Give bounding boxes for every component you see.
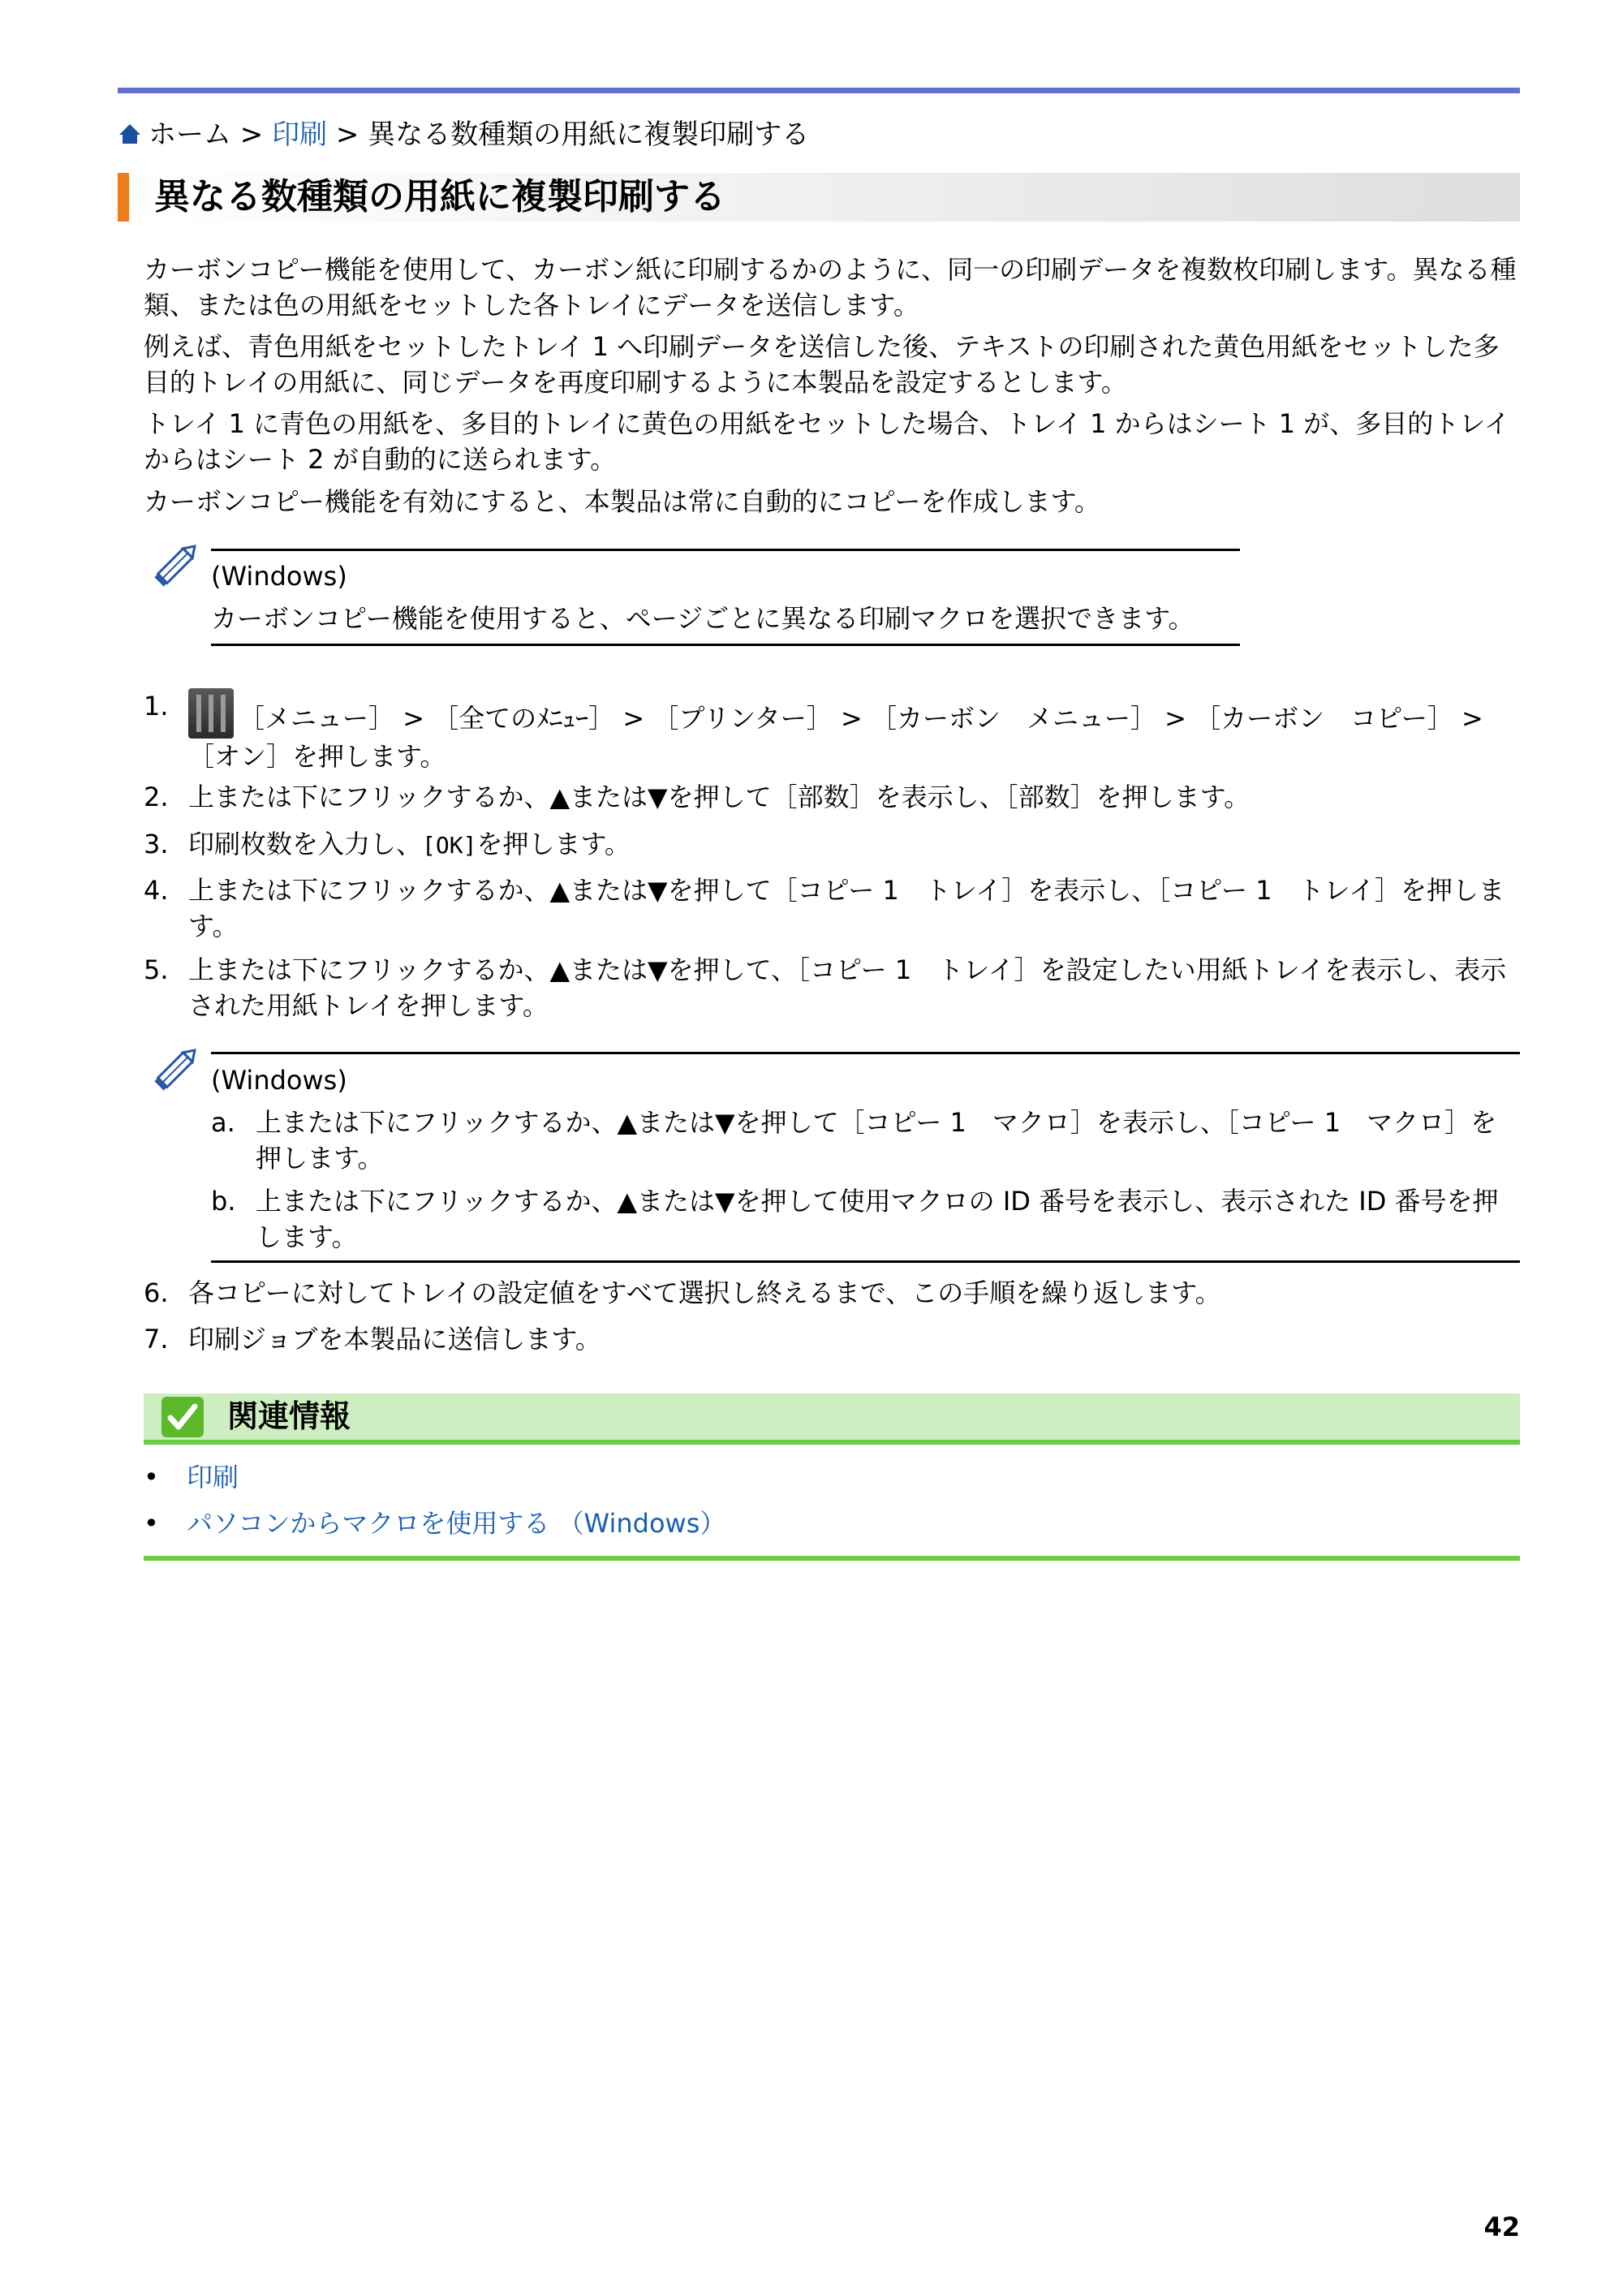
- step-number: 1.: [144, 691, 169, 722]
- menu-separator: >: [614, 703, 653, 734]
- related-info-bar: [144, 1394, 1520, 1445]
- intro-paragraph: 例えば、青色用紙をセットしたトレイ 1 へ印刷データを送信した後、テキストの印刷された黄色用紙をセットした多目的トレイの用紙に、同じデータを再度印刷するように本製品を設定するとします。: [144, 331, 1500, 398]
- breadcrumb-separator: >: [231, 118, 273, 151]
- step-number: 6.: [144, 1277, 169, 1308]
- menu-item[interactable]: ［オン］: [188, 741, 293, 772]
- menu-item[interactable]: ［メニュー］: [239, 703, 395, 734]
- step-text: 印刷枚数を入力し、: [188, 829, 423, 859]
- page-title-bar: [118, 173, 1520, 222]
- step-number: 7.: [144, 1324, 169, 1355]
- breadcrumb-current: 異なる数種類の用紙に複製印刷する: [368, 118, 810, 151]
- note-rule: [211, 644, 1240, 646]
- related-link-macro[interactable]: パソコンからマクロを使用する （Windows）: [187, 1508, 726, 1539]
- menu-separator: >: [1156, 703, 1195, 734]
- step-number: 3.: [144, 829, 169, 859]
- top-rule: [118, 88, 1520, 93]
- menu-settings-icon[interactable]: [188, 688, 234, 739]
- ok-key[interactable]: [OK]: [422, 832, 477, 859]
- breadcrumb: [118, 116, 809, 155]
- substep-text: 上または下にフリックするか、▲または▼を押して使用マクロの ID 番号を表示し、表示された ID 番号を押します。: [256, 1186, 1499, 1252]
- menu-separator: >: [394, 703, 433, 734]
- note-heading: (Windows): [211, 1065, 347, 1096]
- intro-paragraph: カーボンコピー機能を使用して、カーボン紙に印刷するかのように、同一の印刷データを複数枚印刷します。異なる種類、または色の用紙をセットした各トレイにデータを送信します。: [144, 254, 1517, 321]
- step-number: 5.: [144, 954, 169, 985]
- step-number: 4.: [144, 875, 169, 906]
- bullet: •: [144, 1462, 159, 1493]
- related-bottom-rule: [144, 1556, 1520, 1561]
- title-accent: [118, 173, 129, 222]
- step-text: 上または下にフリックするか、▲または▼を押して、［コピー 1 トレイ］を設定したい用紙トレイを表示し、表示された用紙トレイを押します。: [188, 954, 1507, 1021]
- note-rule: [211, 1260, 1520, 1263]
- note-text: カーボンコピー機能を使用すると、ページごとに異なる印刷マクロを選択できます。: [211, 603, 1195, 634]
- note-heading: (Windows): [211, 561, 347, 592]
- step-text: 印刷ジョブを本製品に送信します。: [188, 1324, 601, 1355]
- page-number: 42: [1483, 2212, 1520, 2242]
- substep-letter: a.: [211, 1107, 235, 1138]
- substep-text: 上または下にフリックするか、▲または▼を押して［コピー 1 マクロ］を表示し、［コピー 1 マクロ］を押します。: [256, 1107, 1497, 1174]
- step-number: 2.: [144, 782, 169, 812]
- substep-letter: b.: [211, 1186, 236, 1217]
- checkmark-icon: [161, 1397, 204, 1437]
- step-text: を押します。: [476, 829, 631, 859]
- note-rule: [211, 1052, 1520, 1054]
- menu-separator: >: [1453, 703, 1483, 734]
- menu-separator: >: [832, 703, 871, 734]
- menu-item[interactable]: ［カーボン コピー］: [1195, 703, 1453, 734]
- breadcrumb-home[interactable]: ホーム: [149, 118, 231, 151]
- menu-item[interactable]: ［プリンター］: [652, 703, 833, 734]
- menu-item[interactable]: ［全てのﾒﾆｭｰ］: [433, 703, 615, 734]
- intro-paragraph: カーボンコピー機能を有効にすると、本製品は常に自動的にコピーを作成します。: [144, 486, 1100, 517]
- breadcrumb-separator: >: [327, 118, 368, 151]
- breadcrumb-link-print[interactable]: 印刷: [272, 118, 328, 151]
- bullet: •: [144, 1508, 159, 1539]
- home-icon[interactable]: [118, 118, 142, 155]
- page-title: 異なる数種類の用紙に複製印刷する: [154, 176, 725, 218]
- related-link-print[interactable]: 印刷: [187, 1462, 239, 1493]
- note-rule: [211, 549, 1240, 551]
- step-text: を押します。: [292, 741, 446, 772]
- pencil-note-icon: [150, 1041, 204, 1098]
- step-text: 上または下にフリックするか、▲または▼を押して［部数］を表示し、［部数］を押します。: [188, 782, 1251, 812]
- menu-item[interactable]: ［カーボン メニュー］: [870, 703, 1156, 734]
- pencil-note-icon: [150, 537, 204, 594]
- step-text: 各コピーに対してトレイの設定値をすべて選択し終えるまで、この手順を繰り返します。: [188, 1277, 1221, 1308]
- intro-paragraph: トレイ 1 に青色の用紙を、多目的トレイに黄色の用紙をセットした場合、トレイ 1 からはシート 1 が、多目的トレイからはシート 2 が自動的に送られます。: [144, 408, 1510, 475]
- related-info-heading: 関連情報: [227, 1398, 351, 1434]
- step-text: 上または下にフリックするか、▲または▼を押して［コピー 1 トレイ］を表示し、［コピー 1 トレイ］を押します。: [188, 875, 1505, 941]
